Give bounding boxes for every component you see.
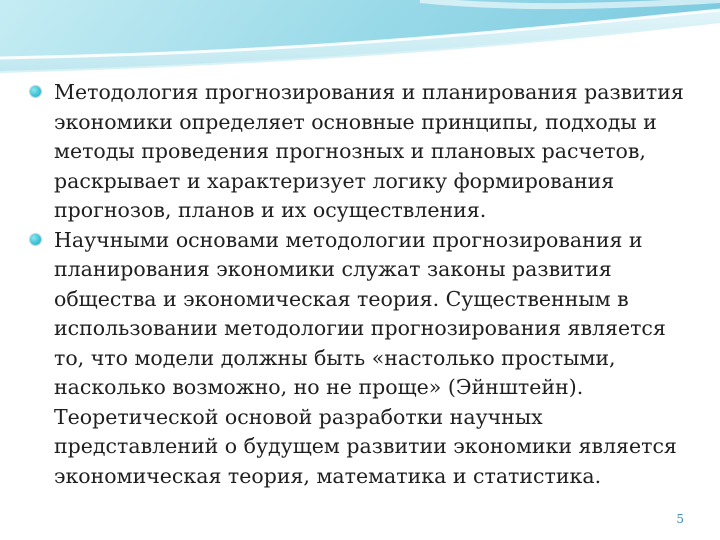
bullet-item-1 xyxy=(30,78,700,226)
header-wave-decoration xyxy=(0,0,720,80)
page-number: 5 xyxy=(676,512,684,526)
bullet-text-2: Научными основами методологии прогнозирования и планирования экономики служат законы развития общества и экономическая теория. Существенным в использовании методологии прогнозирования является то, что модели должны быть «настолько простыми, насколько возможно, но не проще» (Эйнштейн). Теоретической основой разработки научных представлений о будущем развитии экономики является экономическая теория, математика и статистика. xyxy=(54,227,677,488)
bullet-dot-icon xyxy=(30,86,41,97)
bullet-text-1: Методология прогнозирования и планирования развития экономики определяет основные принципы, подходы и методы проведения прогнозных и плановых расчетов, раскрывает и характеризует логику формирования прогнозов, планов и их осуществления. xyxy=(54,80,684,222)
slide-content xyxy=(30,78,700,491)
bullet-item-2 xyxy=(30,226,700,492)
bullet-dot-icon xyxy=(30,234,41,245)
